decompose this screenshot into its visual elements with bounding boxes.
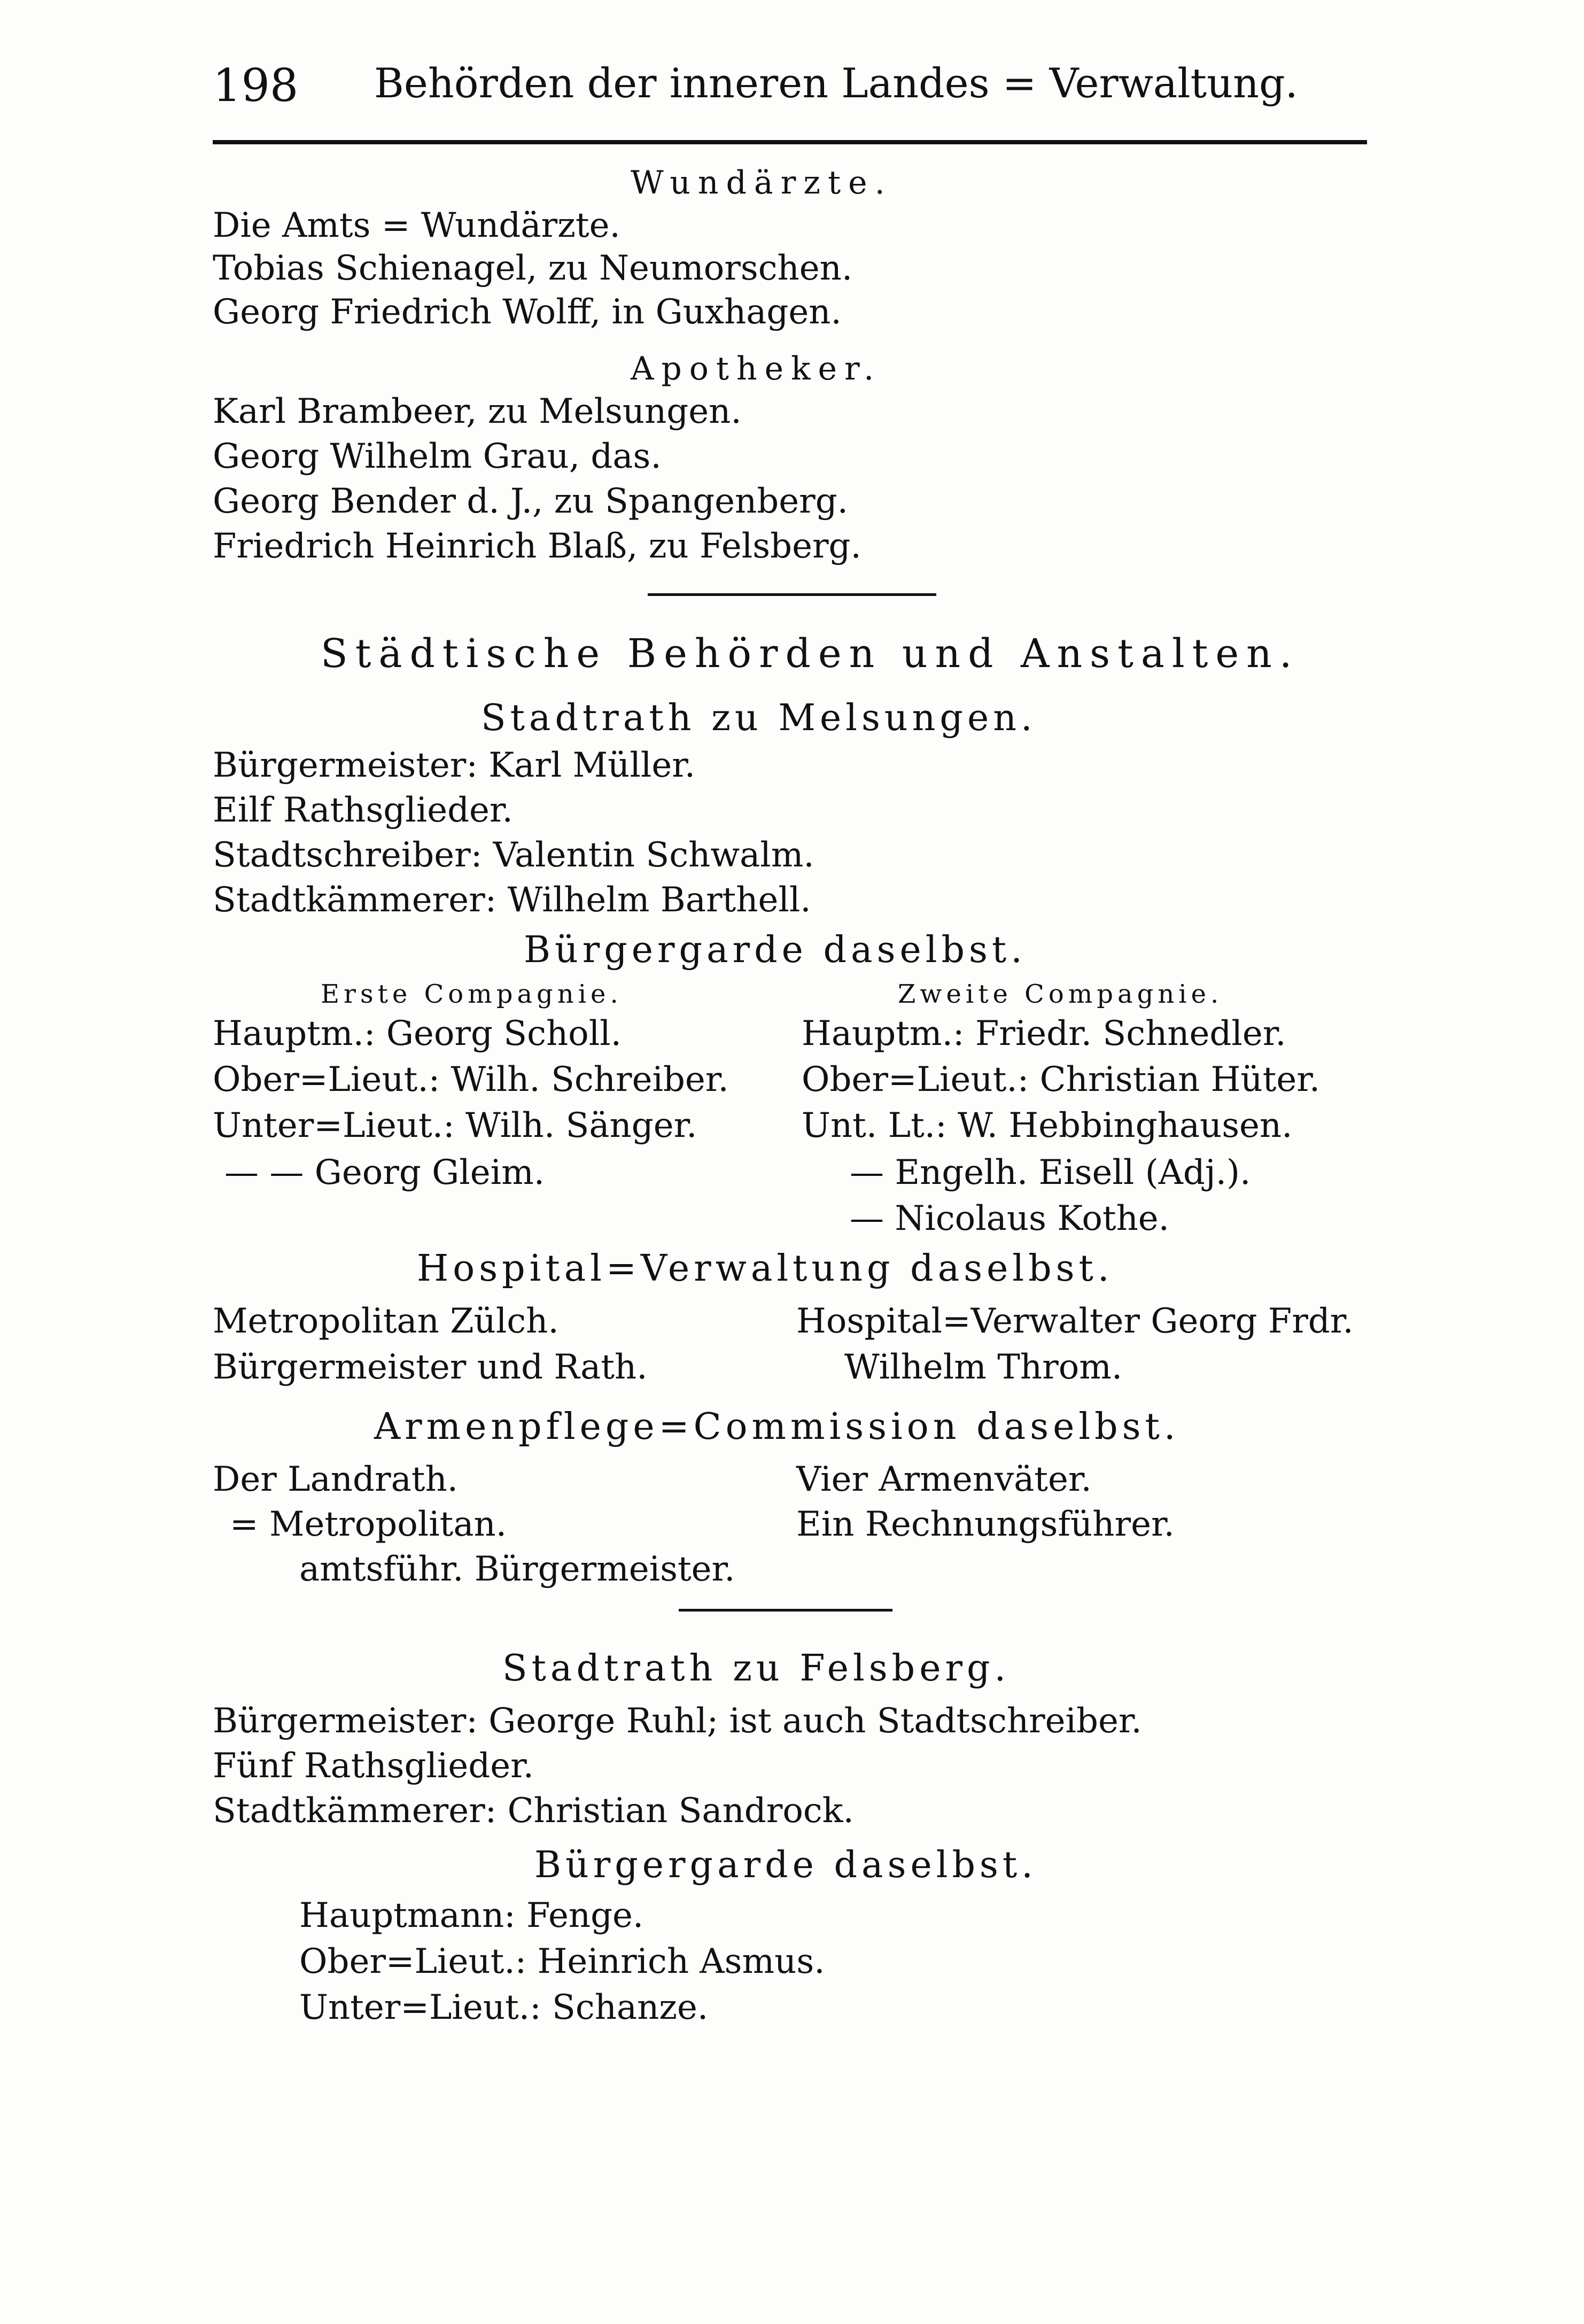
- text-line: Stadtkämmerer: Christian Sandrock.: [213, 1791, 854, 1831]
- section-heading-hospital: Hospital=Verwaltung daselbst.: [417, 1248, 1114, 1290]
- text-line: Ober=Lieut.: Heinrich Asmus.: [299, 1942, 825, 1981]
- section-heading-armenpflege: Armenpflege=Commission daselbst.: [374, 1406, 1180, 1448]
- text-line: — — Georg Gleim.: [224, 1153, 545, 1192]
- text-line: Unter=Lieut.: Wilh. Sänger.: [213, 1106, 697, 1145]
- text-line: — Engelh. Eisell (Adj.).: [850, 1153, 1251, 1192]
- text-line: Unt. Lt.: W. Hebbinghausen.: [802, 1106, 1293, 1145]
- text-line: Georg Wilhelm Grau, das.: [213, 437, 662, 476]
- text-line: Georg Friedrich Wolff, in Guxhagen.: [213, 292, 842, 332]
- text-line: amtsführ. Bürgermeister.: [299, 1550, 735, 1589]
- text-line: Eilf Rathsglieder.: [213, 791, 513, 830]
- page-number: 198: [213, 59, 299, 112]
- text-line: Hauptm.: Georg Scholl.: [213, 1014, 622, 1053]
- text-line: Hauptm.: Friedr. Schnedler.: [802, 1014, 1286, 1053]
- section-divider: [648, 593, 936, 596]
- text-line: Tobias Schienagel, zu Neumorschen.: [213, 249, 853, 288]
- text-line: Karl Brambeer, zu Melsungen.: [213, 392, 742, 431]
- text-line: Ober=Lieut.: Christian Hüter.: [802, 1060, 1321, 1099]
- text-line: Stadtkämmerer: Wilhelm Barthell.: [213, 880, 811, 920]
- header-rule: [213, 140, 1367, 144]
- text-line: Der Landrath.: [213, 1460, 458, 1499]
- text-line: = Metropolitan.: [230, 1505, 507, 1544]
- text-line: Bürgermeister: Karl Müller.: [213, 746, 696, 785]
- text-line: Vier Armenväter.: [796, 1460, 1092, 1499]
- text-line: Hauptmann: Fenge.: [299, 1896, 644, 1935]
- main-section-title: Städtische Behörden und Anstalten.: [321, 631, 1300, 677]
- text-line: Stadtschreiber: Valentin Schwalm.: [213, 835, 814, 875]
- running-title: Behörden der inneren Landes = Verwaltung.: [374, 59, 1298, 107]
- text-line: Fünf Rathsglieder.: [213, 1746, 534, 1786]
- section-heading-felsberg: Stadtrath zu Felsberg.: [502, 1647, 1011, 1690]
- section-heading-apotheker: Apotheker.: [631, 350, 882, 388]
- column-heading-zweite: Zweite Compagnie.: [898, 979, 1223, 1009]
- text-line: Die Amts = Wundärzte.: [213, 206, 620, 245]
- text-line: Georg Bender d. J., zu Spangenberg.: [213, 482, 848, 521]
- section-heading-buergergarde: Bürgergarde daselbst.: [524, 929, 1027, 971]
- text-line: — Nicolaus Kothe.: [850, 1199, 1169, 1238]
- text-line: Bürgermeister und Rath.: [213, 1347, 648, 1387]
- text-line: Metropolitan Zülch.: [213, 1302, 559, 1341]
- text-line: Friedrich Heinrich Blaß, zu Felsberg.: [213, 526, 861, 566]
- text-line: Wilhelm Throm.: [844, 1347, 1123, 1387]
- section-heading-melsungen: Stadtrath zu Melsungen.: [481, 697, 1037, 739]
- text-line: Bürgermeister: George Ruhl; ist auch Stadtschreiber.: [213, 1701, 1142, 1741]
- text-line: Hospital=Verwalter Georg Frdr.: [796, 1302, 1354, 1341]
- section-heading-felsberg-garde: Bürgergarde daselbst.: [534, 1844, 1037, 1886]
- text-line: Ein Rechnungsführer.: [796, 1505, 1175, 1544]
- section-heading-wundaerzte: Wundärzte.: [631, 164, 892, 202]
- text-line: Unter=Lieut.: Schanze.: [299, 1988, 709, 2027]
- column-heading-erste: Erste Compagnie.: [321, 979, 623, 1009]
- text-line: Ober=Lieut.: Wilh. Schreiber.: [213, 1060, 729, 1099]
- section-divider: [679, 1609, 892, 1612]
